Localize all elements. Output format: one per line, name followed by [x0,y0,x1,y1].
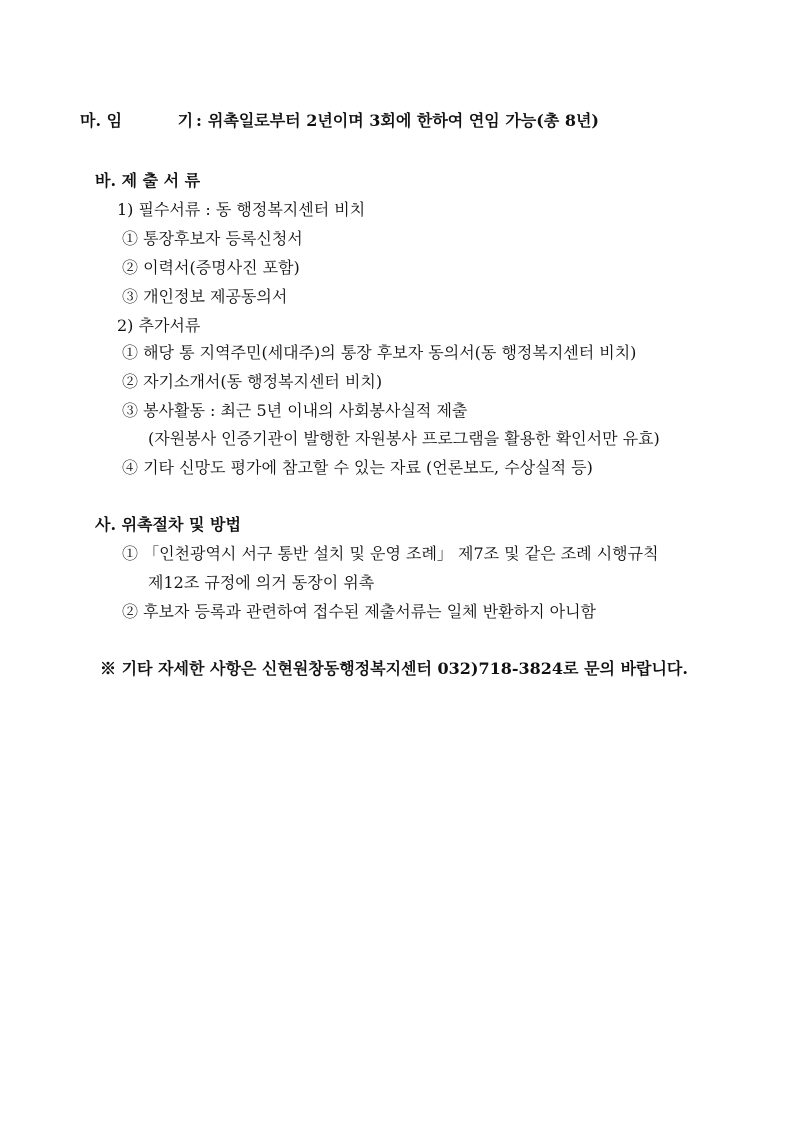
procedure-item: ② 후보자 등록과 관련하여 접수된 제출서류는 일체 반환하지 아니함 [122,602,597,621]
required-doc-item: ① 통장후보자 등록신청서 [122,229,303,248]
required-docs-title: 1) 필수서류 : 동 행정복지센터 비치 [117,200,366,219]
additional-doc-note: (자원봉사 인증기관이 발행한 자원봉사 프로그램을 활용한 확인서만 유효) [148,429,660,448]
documents-heading: 바. 제 출 서 류 [95,171,201,190]
term-colon: : [196,111,202,130]
required-doc-item: ③ 개인정보 제공동의서 [122,287,288,306]
term-text: 위촉일로부터 2년이며 3회에 한하여 연임 가능(총 8년) [207,111,599,130]
additional-doc-item: ④ 기타 신망도 평가에 참고할 수 있는 자료 (언론보도, 수상실적 등) [122,458,593,477]
term-line [80,110,599,132]
term-label-a: 마. 임 [80,111,123,130]
procedure-item: ① 「인천광역시 서구 통반 설치 및 운영 조례」 제7조 및 같은 조례 시행규칙 [122,544,659,563]
additional-doc-item: ③ 봉사활동 : 최근 5년 이내의 사회봉사실적 제출 [122,401,468,420]
additional-docs-title: 2) 추가서류 [117,316,201,335]
additional-doc-item: ① 해당 통 지역주민(세대주)의 통장 후보자 동의서(동 행정복지센터 비치) [122,343,637,362]
procedure-heading: 사. 위촉절차 및 방법 [95,515,241,534]
required-doc-item: ② 이력서(증명사진 포함) [122,258,300,277]
contact-notice: ※ 기타 자세한 사항은 신현원창동행정복지센터 032)718-3824로 문의 바랍니다. [100,659,688,678]
procedure-item-continuation: 제12조 규정에 의거 동장이 위촉 [148,573,375,592]
term-label [80,110,194,132]
additional-doc-item: ② 자기소개서(동 행정복지센터 비치) [122,372,383,391]
term-label-b: 기 [177,111,194,130]
